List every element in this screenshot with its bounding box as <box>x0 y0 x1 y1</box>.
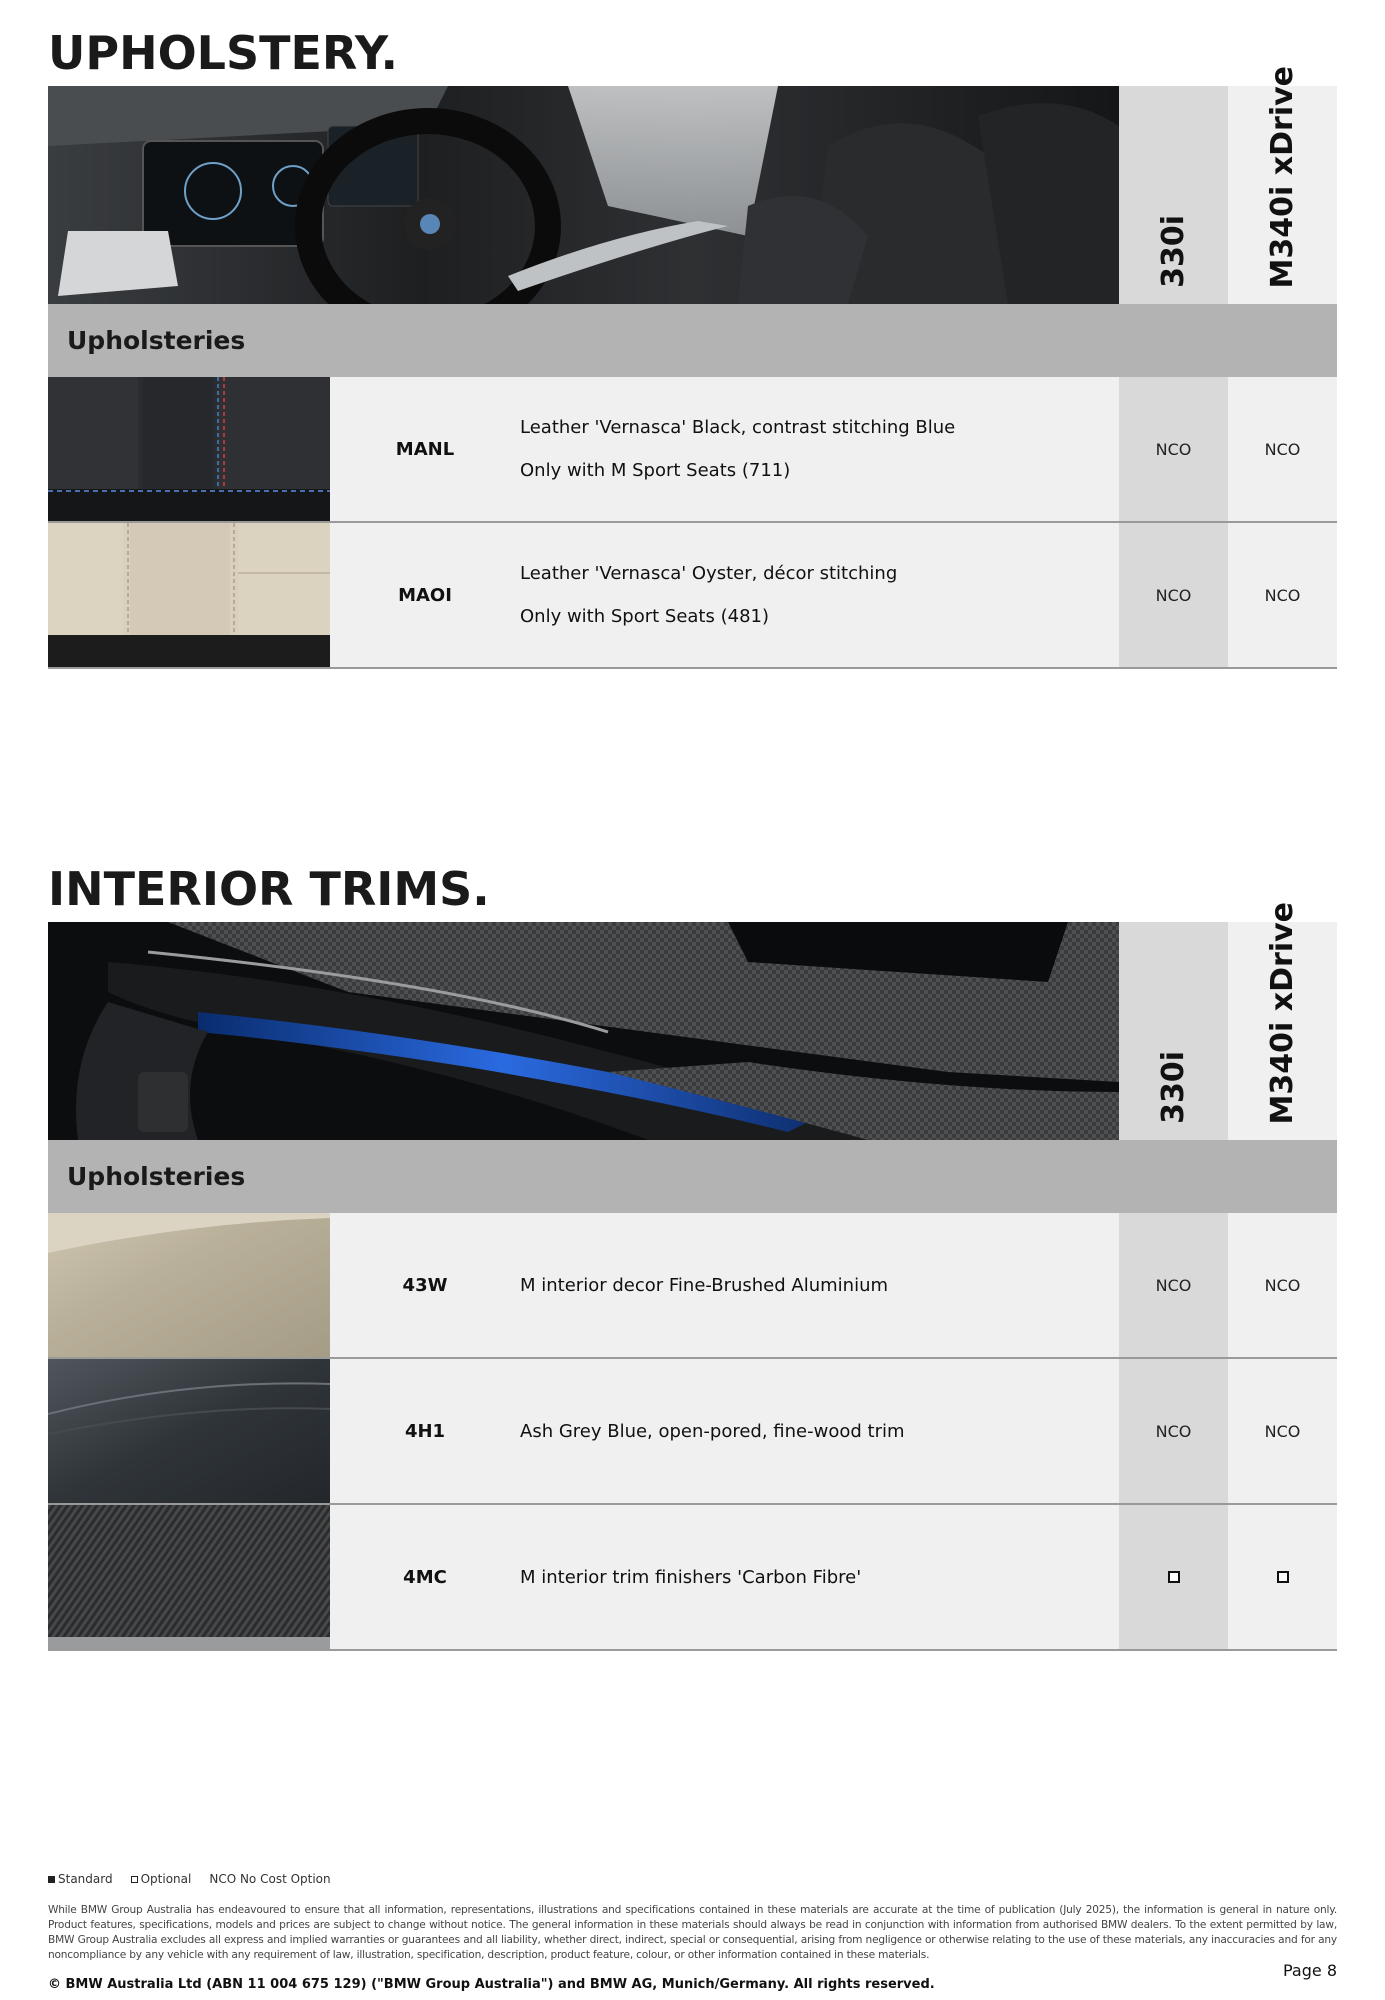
disclaimer: While BMW Group Australia has endeavoured to ensure that all information, representations, illustrations and specifications contained in these materials are accurate at the time of publication (July 2025), the information is general in nature only. Product features, specifications, models and prices are subject to change without notice. The general information in these materials should always be read in conjunction with information from authorised BMW dealers. To the extent permitted by law, BMW Group Australia excludes all express and implied warranties or guarantees and all liability, whether direct, indirect, special or consequential, arising from negligence or otherwise relating to the use of these materials, any inaccuracies and for any noncompliance by any vehicle with any requirement of law, illustration, specification, description, product feature, colour, or other information contained in these materials. <box>48 1904 1337 1961</box>
interior-trims-table <box>48 901 1337 1651</box>
option-code: 4H1 <box>404 1420 446 1442</box>
carbon-trim-image <box>48 922 1119 1140</box>
availability-m340i: NCO <box>1228 1213 1337 1357</box>
model-label-330i: 330i <box>1156 215 1191 288</box>
availability-m340i: NCO <box>1228 377 1337 521</box>
interior-trims-header-row <box>48 901 1337 1140</box>
option-code: 43W <box>402 1274 448 1296</box>
upholstery-table <box>48 65 1337 669</box>
legend <box>48 1872 1337 1886</box>
model-column-m340i <box>1228 65 1337 304</box>
optional-icon <box>131 1876 138 1883</box>
legend-standard: Standard <box>58 1872 113 1886</box>
page-number: Page 8 <box>1283 1961 1337 1980</box>
upholstery-header-row <box>48 65 1337 304</box>
option-description: M interior trim finishers 'Carbon Fibre' <box>520 1566 862 1588</box>
table-row <box>48 377 1337 523</box>
availability-330i <box>1119 1505 1228 1649</box>
model-column-330i <box>1119 922 1228 1140</box>
option-description: Ash Grey Blue, open-pored, fine-wood trim <box>520 1420 905 1442</box>
model-label-m340i: M340i xDrive <box>1265 65 1300 288</box>
availability-m340i <box>1228 1505 1337 1649</box>
optional-icon <box>1277 1571 1289 1583</box>
availability-m340i: NCO <box>1228 1359 1337 1503</box>
upholsteries-group-bar <box>48 1140 1337 1213</box>
option-description: Leather 'Vernasca' Oyster, décor stitching Only with Sport Seats (481) <box>520 563 898 627</box>
availability-330i: NCO <box>1119 523 1228 667</box>
upholstery-title: UPHOLSTERY. <box>48 26 398 80</box>
interior-trims-title: INTERIOR TRIMS. <box>48 862 490 916</box>
table-row <box>48 1505 1337 1651</box>
swatch-black-leather <box>48 377 330 521</box>
option-code: 4MC <box>403 1566 447 1588</box>
table-row <box>48 1213 1337 1359</box>
table-row <box>48 1359 1337 1505</box>
swatch-ash-grey-wood <box>48 1359 330 1503</box>
group-label: Upholsteries <box>67 326 246 355</box>
copyright: © BMW Australia Ltd (ABN 11 004 675 129) ("BMW Group Australia") and BMW AG, Munich/Germany. All rights reserved. <box>48 1977 935 1992</box>
model-label-m340i: M340i xDrive <box>1265 901 1300 1124</box>
upholsteries-group-bar <box>48 304 1337 377</box>
availability-330i: NCO <box>1119 1359 1228 1503</box>
option-code: MAOI <box>398 584 452 606</box>
option-code: MANL <box>395 438 455 460</box>
swatch-carbon-fibre <box>48 1505 330 1649</box>
legend-nco: NCO No Cost Option <box>209 1872 331 1886</box>
model-label-330i: 330i <box>1156 1051 1191 1124</box>
model-column-330i <box>1119 86 1228 304</box>
interior-cockpit-image <box>48 86 1119 304</box>
option-description: Leather 'Vernasca' Black, contrast stitching Blue Only with M Sport Seats (711) <box>520 417 956 481</box>
group-label: Upholsteries <box>67 1162 246 1191</box>
optional-icon <box>1168 1571 1180 1583</box>
option-description: M interior decor Fine-Brushed Aluminium <box>520 1274 889 1296</box>
swatch-oyster-leather <box>48 523 330 667</box>
availability-330i: NCO <box>1119 377 1228 521</box>
model-column-m340i <box>1228 901 1337 1140</box>
legend-optional: Optional <box>140 1872 192 1886</box>
availability-330i: NCO <box>1119 1213 1228 1357</box>
availability-m340i: NCO <box>1228 523 1337 667</box>
table-row <box>48 523 1337 669</box>
swatch-brushed-aluminium <box>48 1213 330 1357</box>
standard-icon <box>48 1876 55 1883</box>
